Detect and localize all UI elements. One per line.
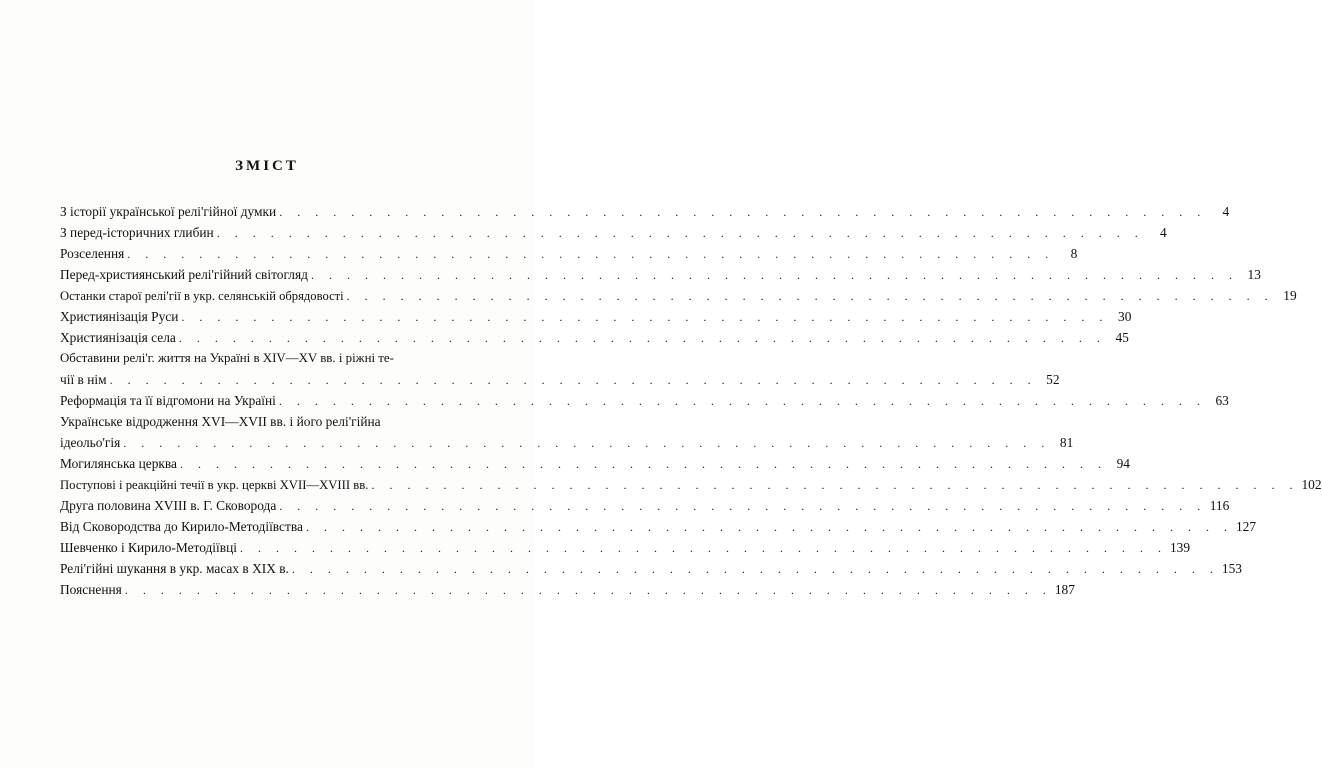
toc-entry xyxy=(60,498,1230,514)
toc-leader: . . . . . . . . . . . . . . . . . . . . . . . . . . . . . . . . . . . . . . . . . . . . . . . . . . . . xyxy=(291,562,1219,576)
toc-entry-title: Від Сковородства до Кирило-Методіївства xyxy=(60,519,303,534)
toc-entry-title: З історії української релі'гійної думки xyxy=(60,204,277,219)
toc-entry-page: 4 xyxy=(1160,225,1167,240)
toc-leader: . . . . . . . . . . . . . . . . . . . . . . . . . . . . . . . . . . . . . . . . . . . . . . . . . . . . xyxy=(371,478,1299,492)
toc-entry xyxy=(60,414,1074,451)
toc-entry-title-continued: ідеольо'гія xyxy=(60,435,121,450)
toc-entry xyxy=(60,456,1130,472)
toc-leader: . . . . . . . . . . . . . . . . . . . . . . . . . . . . . . . . . . . . . . . . . . . . . . . . . . . . xyxy=(305,520,1233,534)
toc-entry-title: Останки старої релі'гії в укр. селянській обрядовості xyxy=(60,289,344,303)
toc-entry xyxy=(60,540,1191,556)
toc-leader: . . . . . . . . . . . . . . . . . . . . . . . . . . . . . . . . . . . . . . . . . . . . . . . . . . . . xyxy=(109,373,1037,387)
toc-entry-title: Друга половина XVIII в. Г. Сковорода xyxy=(60,498,277,513)
toc-entry-page: 116 xyxy=(1209,498,1230,513)
toc-entry-title: Українське відродження XVI—XVII вв. і його релі'гійна xyxy=(60,414,381,429)
toc-entry-title: Релі'гійні шукання в укр. масах в XIX в. xyxy=(60,561,289,576)
toc-entry-title: Розселення xyxy=(60,246,125,261)
toc-leader: . . . . . . . . . . . . . . . . . . . . . . . . . . . . . . . . . . . . . . . . . . . . . . . . . . . . xyxy=(310,268,1238,282)
toc-entry-page: 187 xyxy=(1054,582,1075,597)
toc-entry-page: 30 xyxy=(1118,309,1132,324)
toc-entry-page: 13 xyxy=(1247,267,1261,282)
toc-leader: . . . . . . . . . . . . . . . . . . . . . . . . . . . . . . . . . . . . . . . . . . . . . . . . . . . . xyxy=(127,247,1055,261)
toc-entry-page: 19 xyxy=(1283,288,1297,303)
toc-leader: . . . . . . . . . . . . . . . . . . . . . . . . . . . . . . . . . . . . . . . . . . . . . . . . . . . . xyxy=(124,583,1052,597)
toc-entry-page: 102 xyxy=(1301,477,1322,492)
toc-entry-page: 81 xyxy=(1059,435,1074,450)
toc-entry xyxy=(60,582,1075,598)
toc-entry-title: Шевченко і Кирило-Методіївці xyxy=(60,540,237,555)
toc-entry xyxy=(60,267,1261,283)
toc-leader: . . . . . . . . . . . . . . . . . . . . . . . . . . . . . . . . . . . . . . . . . . . . . . . . . . . . xyxy=(279,205,1207,219)
toc-entry-page: 52 xyxy=(1046,372,1060,387)
toc-leader: . . . . . . . . . . . . . . . . . . . . . . . . . . . . . . . . . . . . . . . . . . . . . . . . . . . . xyxy=(278,394,1206,408)
toc-entry-title: Перед-християнський релі'гійний світогляд xyxy=(60,267,308,282)
toc-leader: . . . . . . . . . . . . . . . . . . . . . . . . . . . . . . . . . . . . . . . . . . . . . . . . . . . . xyxy=(178,331,1106,345)
toc-leader: . . . . . . . . . . . . . . . . . . . . . . . . . . . . . . . . . . . . . . . . . . . . . . . . . . . . xyxy=(123,436,1051,450)
toc-entry xyxy=(60,477,1322,493)
toc-entry-title: Могилянська церква xyxy=(60,456,177,471)
toc-leader: . . . . . . . . . . . . . . . . . . . . . . . . . . . . . . . . . . . . . . . . . . . . . . . . . . . . xyxy=(239,541,1167,555)
toc-entry-title: Християнізація Руси xyxy=(60,309,179,324)
toc-entry xyxy=(60,246,1078,262)
toc-leader: . . . . . . . . . . . . . . . . . . . . . . . . . . . . . . . . . . . . . . . . . . . . . . . . . . . . xyxy=(216,226,1144,240)
toc-leader: . . . . . . . . . . . . . . . . . . . . . . . . . . . . . . . . . . . . . . . . . . . . . . . . . . . . xyxy=(181,310,1109,324)
toc-entry-title: Християнізація села xyxy=(60,330,176,345)
toc-entry xyxy=(60,561,1242,577)
toc-entry-page: 8 xyxy=(1070,246,1078,261)
toc-leader: . . . . . . . . . . . . . . . . . . . . . . . . . . . . . . . . . . . . . . . . . . . . . . . . . . . . xyxy=(179,457,1107,471)
toc-entry-title: Поступові і реакційні течії в укр. церкві XVII—XVIII вв. xyxy=(60,478,369,492)
toc-entry xyxy=(60,393,1229,409)
toc-entry-title: Пояснення xyxy=(60,582,122,597)
toc-entry xyxy=(60,351,1060,388)
toc-entry-title-continued: чії в нім xyxy=(60,372,107,387)
toc-entry-title: Обставини релі'г. життя на Україні в XIV—XV вв. і ріжні те- xyxy=(60,351,394,365)
toc-entry xyxy=(60,225,1167,241)
toc-entry-page: 63 xyxy=(1215,393,1229,408)
toc-heading: ЗМІСТ xyxy=(235,158,299,174)
toc-entry-page: 127 xyxy=(1235,519,1257,534)
toc-entry-page: 153 xyxy=(1221,561,1242,576)
toc-entry xyxy=(60,330,1129,346)
toc-entry-title: З перед-історичних глибин xyxy=(60,225,214,240)
toc-entry-page: 45 xyxy=(1115,330,1129,345)
toc-entry xyxy=(60,519,1257,535)
toc-leader: . . . . . . . . . . . . . . . . . . . . . . . . . . . . . . . . . . . . . . . . . . . . . . . . . . . . xyxy=(346,289,1274,303)
toc-entry xyxy=(60,204,1230,220)
toc-entry-page: 94 xyxy=(1116,456,1130,471)
toc-entry xyxy=(60,309,1132,325)
toc-leader: . . . . . . . . . . . . . . . . . . . . . . . . . . . . . . . . . . . . . . . . . . . . . . . . . . . . xyxy=(279,499,1207,513)
toc-entry xyxy=(60,288,1297,304)
toc-entry-page: 4 xyxy=(1222,204,1230,219)
toc-entry-page: 139 xyxy=(1169,540,1191,555)
toc-entry-title: Реформація та її відгомони на Україні xyxy=(60,393,276,408)
